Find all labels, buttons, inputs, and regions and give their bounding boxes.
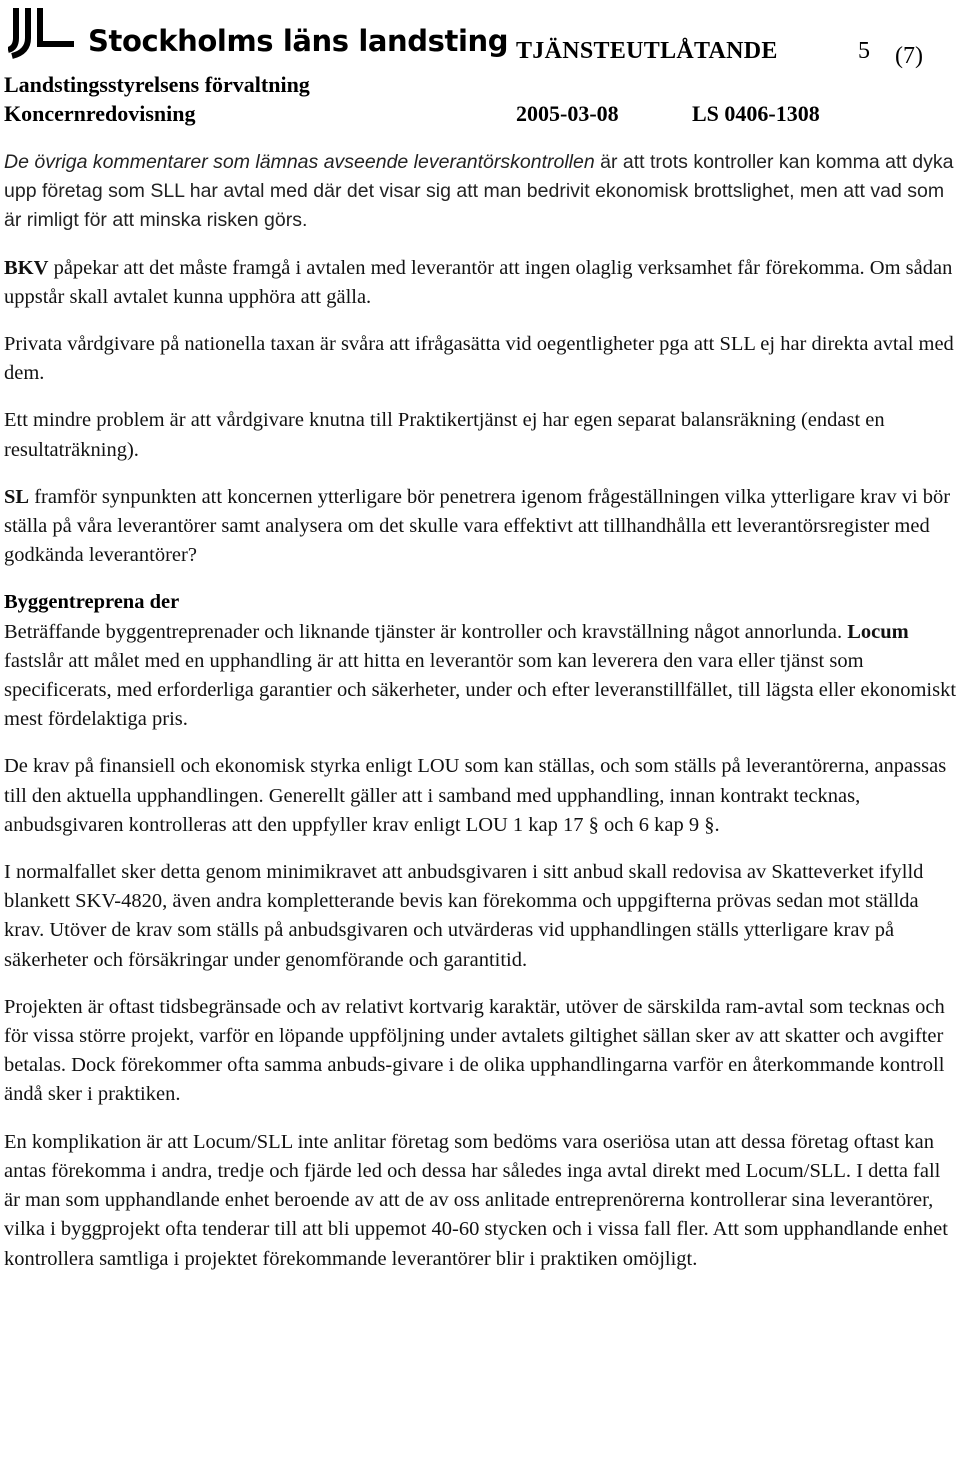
paragraph-10: En komplikation är att Locum/SLL inte anlitar företag som bedöms vara oseriösa utan att dessa företag oftast kan antas förekomma i andra, tredje och fjärde led och dessa har således inga avtal direkt med Locum/SLL. I detta fall är man som upphandlande enhet beroende av att de av oss anlitade entreprenörerna kontrollerar sina leverantörer, vilka i byggprojekt ofta tenderar till att bli uppemot 40-60 stycken och i vissa fall fler. Att som upphandlande enhet kontrollera samtliga i projektet förekommande leverantörer blir i praktiken omöjligt. — [4, 1130, 948, 1270]
page-total: (7) — [895, 43, 923, 69]
paragraph-1-text: är att trots kontroller kan komma att dyka upp företag som SLL har avtal med där det visar sig att man bedrivit ekonomisk brottslighet, men att vad som är rimligt för att minska risken görs. — [4, 151, 954, 232]
section-heading: Byggentreprena der — [4, 591, 180, 614]
document-header — [0, 0, 960, 130]
paragraph-9: Projekten är oftast tidsbegränsade och av relativt kortvarig karaktär, utöver de särskilda ram-avtal som tecknas och för vissa större projekt, varför en löpande uppföljning under avtalets giltighet sällan sker av att skatter och avgifter betalas. Dock förekommer ofta samma anbuds-givare i de olika upphandlingarna varför en återkommande kontroll ändå sker i praktiken. — [4, 995, 945, 1106]
paragraph-2-bold: BKV — [4, 256, 49, 279]
department-name: Koncernredovisning — [4, 101, 196, 126]
logo-text: Stockholms läns landsting — [88, 24, 509, 58]
paragraph-2-text: påpekar att det måste framgå i avtalen med leverantör att ingen olaglig verksamhet får förekomma. Om sådan uppstår skall avtalet kunna upphöra att gälla. — [4, 256, 953, 308]
paragraph-3: Privata vårdgivare på nationella taxan är svåra att ifrågasätta vid oegentligheter pga att SLL ej har direkta avtal med dem. — [4, 333, 954, 385]
paragraph-2 — [4, 254, 956, 312]
paragraph-5 — [4, 483, 956, 571]
paragraph-5-bold: SL — [4, 485, 30, 508]
paragraph-6-bold: Locum — [847, 620, 909, 643]
paragraph-1-italic: De övriga kommentarer som lämnas avseende leverantörskontrollen — [4, 151, 595, 173]
paragraph-1 — [4, 148, 956, 236]
paragraph-6-text-a: Beträffande byggentreprenader och liknande tjänster är kontroller och kravställning något annorlunda. — [4, 620, 848, 643]
paragraph-8: I normalfallet sker detta genom minimikravet att anbudsgivaren i sitt anbud skall redovisa av Skatteverket ifylld blankett SKV-4820, även andra kompletterande bevis kan förekomma och uppgifterna prövas sedan mot ställda krav. Utöver de krav som ställs på anbudsgivaren och utvärderas vid upphandlingen ställs ytterligare krav på säkerheter och försäkringar under genomförande och garantitid. — [4, 861, 924, 971]
document-type: TJÄNSTEUTLÅTANDE — [516, 38, 778, 64]
paragraph-6-text-b: fastslår att målet med en upphandling är att hitta en leverantör som kan leverera den vara eller tjänst som specificerats, med erforderliga garantier och säkerheter, under och efter leveranstillfället, till lägsta eller ekonomiskt mest fördelaktiga pris. — [4, 649, 957, 731]
sll-logo — [8, 4, 509, 66]
page-number: 5 — [858, 38, 870, 64]
paragraph-4: Ett mindre problem är att vårdgivare knutna till Praktikertjänst ej har egen separat balansräkning (endast en resultaträkning). — [4, 409, 885, 461]
organization-name: Landstingsstyrelsens förvaltning — [4, 72, 310, 97]
paragraph-7: De krav på finansiell och ekonomisk styrka enligt LOU som kan ställas, och som ställs på leverantörerna, anpassas till den aktuella upphandlingen. Generellt gäller att i samband med upphandling, innan kontrakt tecknas, anbudsgivaren kontrolleras att den uppfyller krav enligt LOU 1 kap 17 § och 6 kap 9 §. — [4, 755, 947, 836]
paragraph-5-text: framför synpunkten att koncernen ytterligare bör penetrera igenom frågeställningen vilka ytterligare krav vi bör ställa på våra leverantörer samt analysera om det skulle vara effektivt att tillhandhålla ett leverantörsregister med godkända leverantörer? — [4, 485, 951, 567]
reference-number: LS 0406-1308 — [692, 101, 820, 126]
sll-logo-mark-icon — [8, 4, 80, 62]
document-body — [4, 148, 956, 1292]
paragraph-6 — [4, 618, 956, 735]
document-date: 2005-03-08 — [516, 101, 619, 126]
